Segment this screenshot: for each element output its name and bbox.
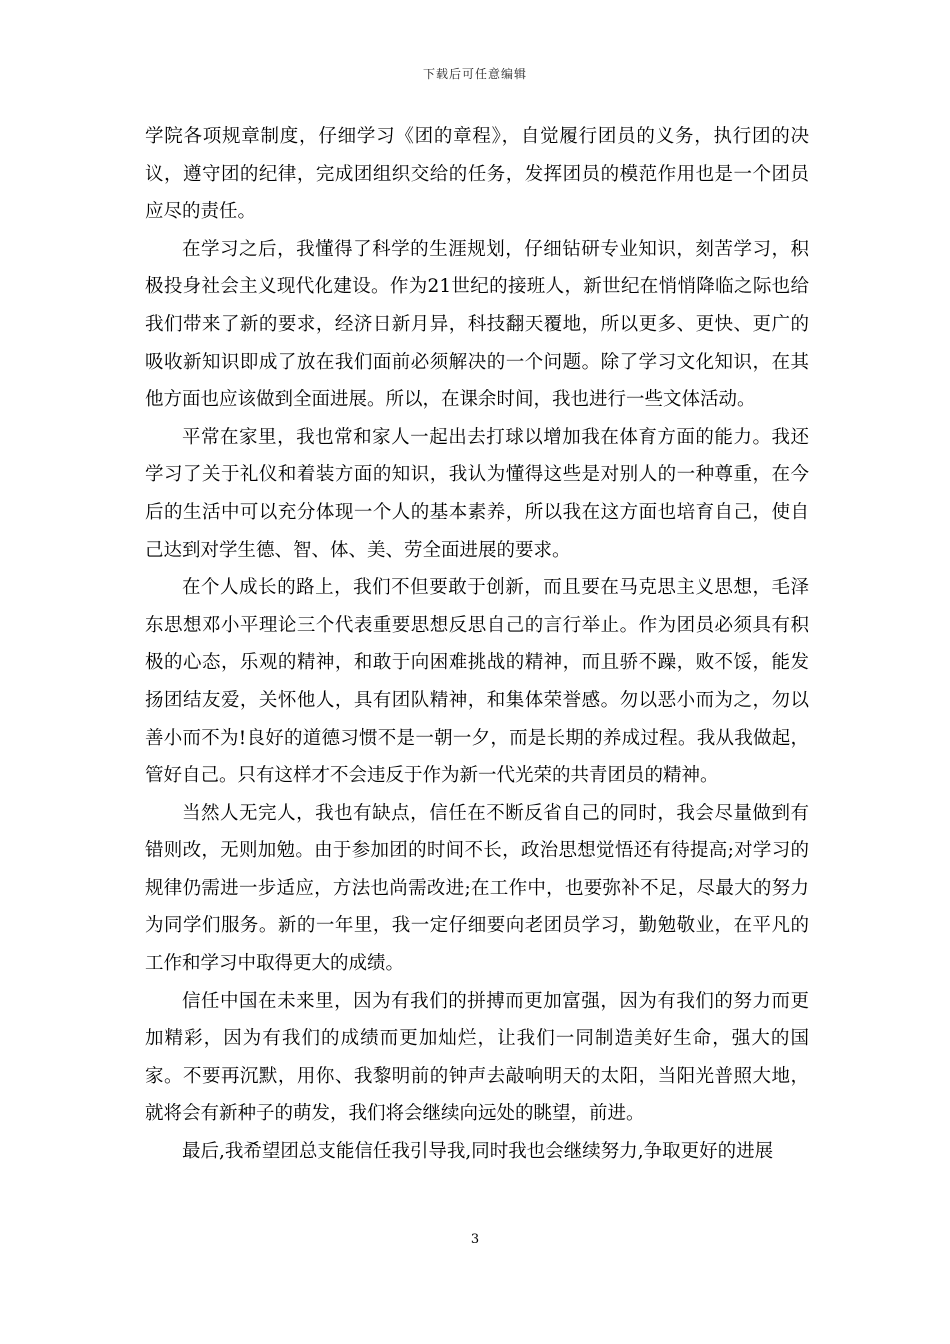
paragraph-china-future: 信任中国在未来里，因为有我们的拼搏而更加富强，因为有我们的努力而更加精彩，因为有我们的成绩而更加灿烂，让我们一同制造美好生命，强大的国家。不要再沉默，用你、我黎明前的钟声去敲响明天的太阳，当阳光普照大地，就将会有新种子的萌发，我们将会继续向远处的眺望，前进。 xyxy=(145,990,809,1125)
paragraph-continuation: 学院各项规章制度，仔细学习《团的章程》，自觉履行团员的义务，执行团的决议，遵守团的纪律，完成团组织交给的任务，发挥团员的模范作用也是一个团员应尽的责任。 xyxy=(145,126,809,223)
paragraph-shortcomings: 当然人无完人，我也有缺点，信任在不断反省自己的同时，我会尽量做到有错则改，无则加勉。由于参加团的时间不长，政治思想觉悟还有待提高;对学习的规律仍需进一步适应，方法也尚需改进;在工作中，也要弥补不足，尽最大的努力为同学们服务。新的一年里，我一定仔细要向老团员学习，勤勉敬业，在平凡的工作和学习中取得更大的成绩。 xyxy=(145,802,809,975)
paragraph-closing: 最后,我希望团总支能信任我引导我,同时我也会继续努力,争取更好的进展 xyxy=(182,1141,774,1163)
page-header: 下载后可任意编辑 xyxy=(422,67,527,81)
document-body xyxy=(145,118,809,1171)
paragraph-home-life: 平常在家里，我也常和家人一起出去打球以增加我在体育方面的能力。我还学习了关于礼仪和着装方面的知识，我认为懂得这些是对别人的一种尊重，在今后的生活中可以充分体现一个人的基本素养，所以我在这方面也培育自己，使自己达到对学生德、智、体、美、劳全面进展的要求。 xyxy=(145,426,809,561)
paragraph-study-planning: 在学习之后，我懂得了科学的生涯规划，仔细钻研专业知识，刻苦学习，积极投身社会主义现代化建设。作为21世纪的接班人，新世纪在悄悄降临之际也给我们带来了新的要求，经济日新月异，科技翻天覆地，所以更多、更快、更广的吸收新知识即成了放在我们面前必须解决的一个问题。除了学习文化知识，在其他方面也应该做到全面进展。所以，在课余时间，我也进行一些文体活动。 xyxy=(145,238,809,411)
paragraph-personal-growth: 在个人成长的路上，我们不但要敢于创新，而且要在马克思主义思想，毛泽东思想邓小平理论三个代表重要思想反思自己的言行举止。作为团员必须具有积极的心态，乐观的精神，和敢于向困难挑战的精神，而且骄不躁，败不馁，能发扬团结友爱，关怀他人，具有团队精神，和集体荣誉感。勿以恶小而为之，勿以善小而不为!良好的道德习惯不是一朝一夕，而是长期的养成过程。我从我做起，管好自己。只有这样才不会违反于作为新一代光荣的共青团员的精神。 xyxy=(145,577,810,787)
page-number: 3 xyxy=(470,1232,480,1247)
